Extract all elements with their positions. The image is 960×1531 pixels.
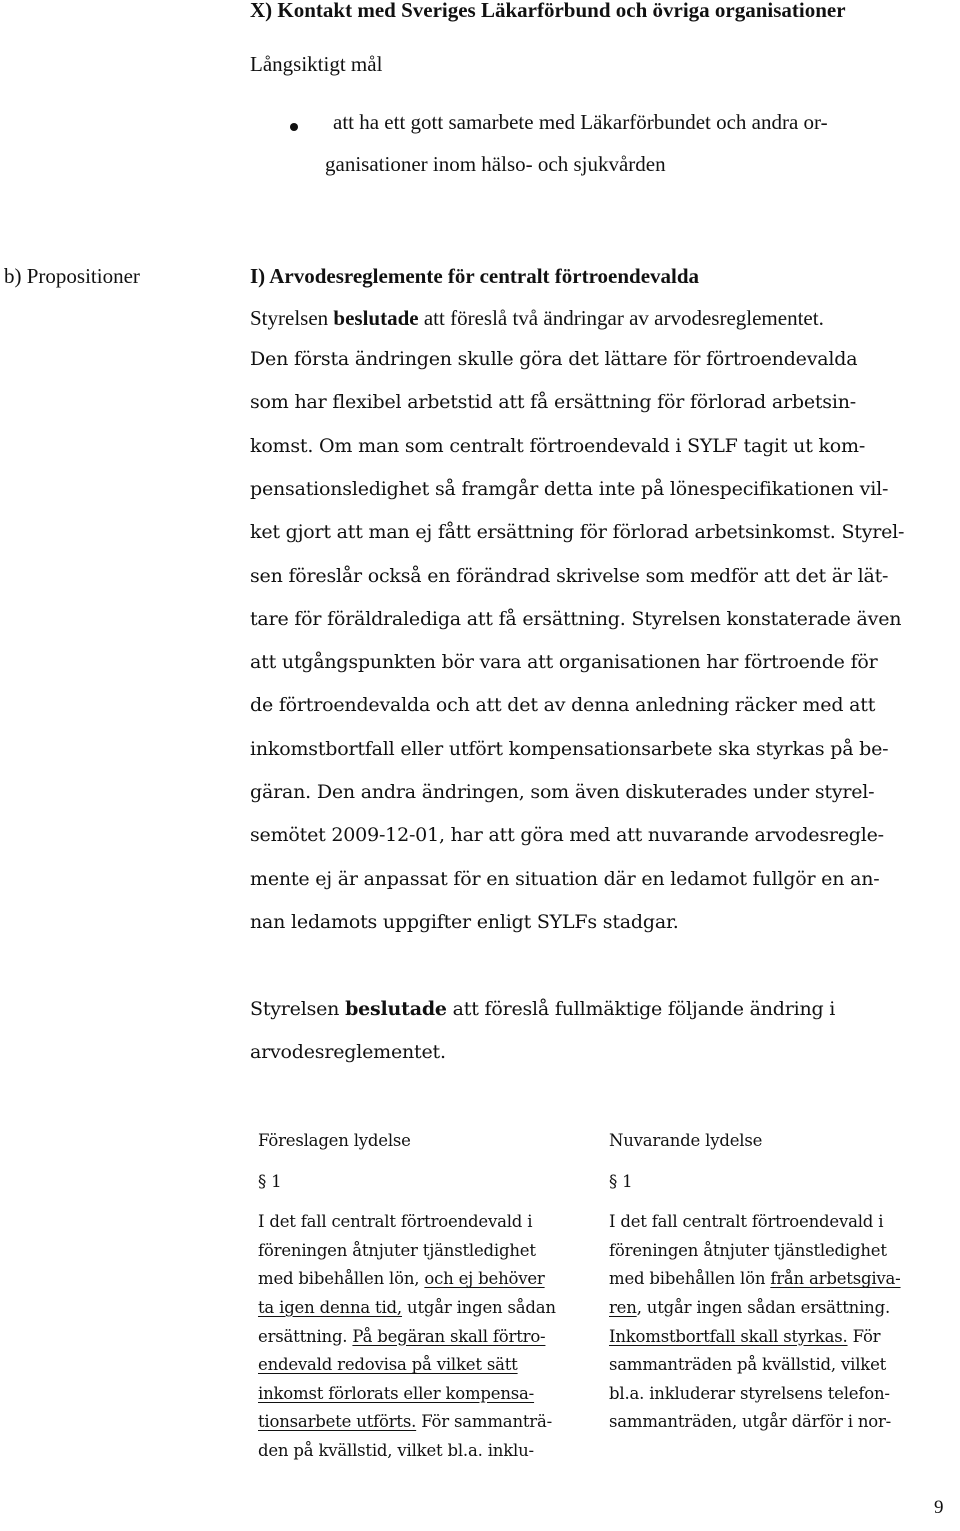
- column-header: Föreslagen lydelse: [258, 1131, 411, 1150]
- section-heading: X) Kontakt med Sveriges Läkarförbund och övriga organisationer: [250, 0, 846, 22]
- body-text-line: som har flexibel arbetstid att få ersättning för förlorad arbetsin-: [250, 391, 856, 414]
- column-header: Nuvarande lydelse: [609, 1131, 763, 1150]
- body-text-line: de förtroendevalda och att det av denna anledning räcker med att: [250, 694, 876, 717]
- body-text-line: att utgångspunkten bör vara att organisationen har förtroende för: [250, 651, 878, 674]
- body-text-line: nan ledamots uppgifter enligt SYLFs stadgar.: [250, 910, 679, 933]
- column-line: ren, utgår ingen sådan ersättning.: [609, 1297, 891, 1317]
- column-line: den på kvällstid, vilket bl.a. inklu-: [258, 1440, 534, 1460]
- body-text-line: komst. Om man som centralt förtroendevald i SYLF tagit ut kom-: [250, 434, 866, 457]
- body-text-line: sen föreslår också en förändrad skrivelse som medför att det är lät-: [250, 564, 889, 587]
- decision-text: Styrelsen beslutade att föreslå fullmäktige följande ändring i: [250, 998, 836, 1020]
- body-text-line: semötet 2009-12-01, har att göra med att nuvarande arvodesregle-: [250, 824, 884, 847]
- column-line: endevald redovisa på vilket sätt: [258, 1355, 518, 1375]
- proposition-body: [250, 348, 960, 968]
- body-text-line: Den första ändringen skulle göra det lättare för förtroendevalda: [250, 348, 858, 370]
- current-column: [609, 1127, 901, 1437]
- body-text-line: gäran. Den andra ändringen, som även diskuterades under styrel-: [250, 781, 875, 803]
- body-text-line: ket gjort att man ej fått ersättning för förlorad arbetsinkomst. Styrel-: [250, 521, 905, 544]
- proposed-column: [258, 1127, 556, 1466]
- column-line: Inkomstbortfall skall styrkas. För: [609, 1326, 881, 1346]
- column-line: sammanträden på kvällstid, vilket: [609, 1355, 887, 1375]
- bullet-text-line: ganisationer inom hälso- och sjukvården: [325, 152, 666, 176]
- bullet-icon: [290, 123, 298, 131]
- column-line: föreningen åtnjuter tjänstledighet: [258, 1240, 536, 1260]
- body-text-line: inkomstbortfall eller utfört kompensationsarbete ska styrkas på be-: [250, 737, 889, 760]
- paragraph-number: § 1: [258, 1171, 282, 1191]
- bullet-text-line: att ha ett gott samarbete med Läkarförbundet och andra or-: [333, 110, 828, 134]
- paragraph-number: § 1: [609, 1171, 633, 1191]
- column-line: inkomst förlorats eller kompensa-: [258, 1383, 535, 1403]
- page-number: 9: [934, 1497, 944, 1518]
- column-line: tionsarbete utförts. För sammanträ-: [258, 1412, 553, 1432]
- decision-text-line2: arvodesreglementet.: [250, 1041, 446, 1063]
- column-line: ta igen denna tid, utgår ingen sådan: [258, 1297, 556, 1317]
- column-line: med bibehållen lön från arbetsgiva-: [609, 1269, 901, 1289]
- proposition-title: I) Arvodesreglemente för centralt förtroendevalda: [250, 264, 700, 288]
- section-subheading: Långsiktigt mål: [250, 52, 383, 76]
- column-line: ersättning. På begäran skall förtro-: [258, 1326, 546, 1346]
- column-line: föreningen åtnjuter tjänstledighet: [609, 1240, 887, 1260]
- section-label: b) Propositioner: [4, 264, 140, 288]
- column-line: I det fall centralt förtroendevald i: [609, 1212, 884, 1232]
- column-line: I det fall centralt förtroendevald i: [258, 1212, 533, 1232]
- body-text-line: tare för föräldralediga att få ersättning. Styrelsen konstaterade även: [250, 607, 902, 630]
- column-line: bl.a. inkluderar styrelsens telefon-: [609, 1383, 890, 1403]
- column-line: sammanträden, utgår därför i nor-: [609, 1412, 892, 1432]
- body-text-line: pensationsledighet så framgår detta inte på lönespecifikationen vil-: [250, 477, 889, 500]
- proposition-intro: Styrelsen beslutade att föreslå två ändringar av arvodesreglementet.: [250, 306, 824, 330]
- body-text-line: mente ej är anpassat för en situation där en ledamot fullgör en an-: [250, 867, 880, 890]
- column-line: med bibehållen lön, och ej behöver: [258, 1269, 545, 1289]
